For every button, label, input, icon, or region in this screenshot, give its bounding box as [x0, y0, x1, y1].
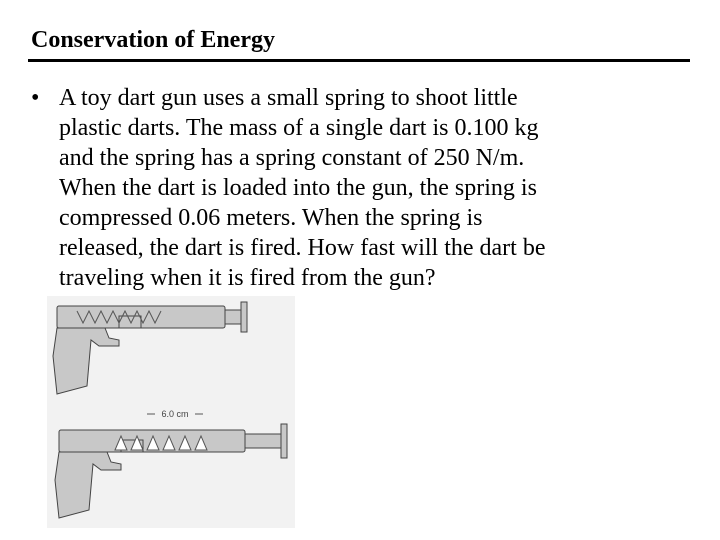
problem-line: traveling when it is fired from the gun? [59, 265, 436, 291]
problem-line: plastic darts. The mass of a single dart is 0.100 kg [59, 115, 539, 141]
dart-cap [241, 302, 247, 332]
bullet-marker: • [31, 85, 40, 111]
dart-gun-figure [47, 296, 295, 528]
problem-line: compressed 0.06 meters. When the spring is [59, 205, 483, 231]
dart-gun-illustration [47, 296, 295, 528]
problem-line: When the dart is loaded into the gun, the spring is [59, 175, 537, 201]
title-underline [28, 59, 690, 62]
slide-title: Conservation of Energy [31, 27, 275, 53]
problem-text [59, 83, 546, 293]
dart-shaft [225, 310, 241, 324]
problem-line: and the spring has a spring constant of 250 N/m. [59, 145, 525, 171]
problem-line: released, the dart is fired. How fast will the dart be [59, 235, 546, 261]
dart-shaft [245, 434, 281, 448]
problem-line: A toy dart gun uses a small spring to shoot little [59, 85, 518, 111]
measurement-label: 6.0 cm [161, 409, 189, 419]
dart-cap [281, 424, 287, 458]
